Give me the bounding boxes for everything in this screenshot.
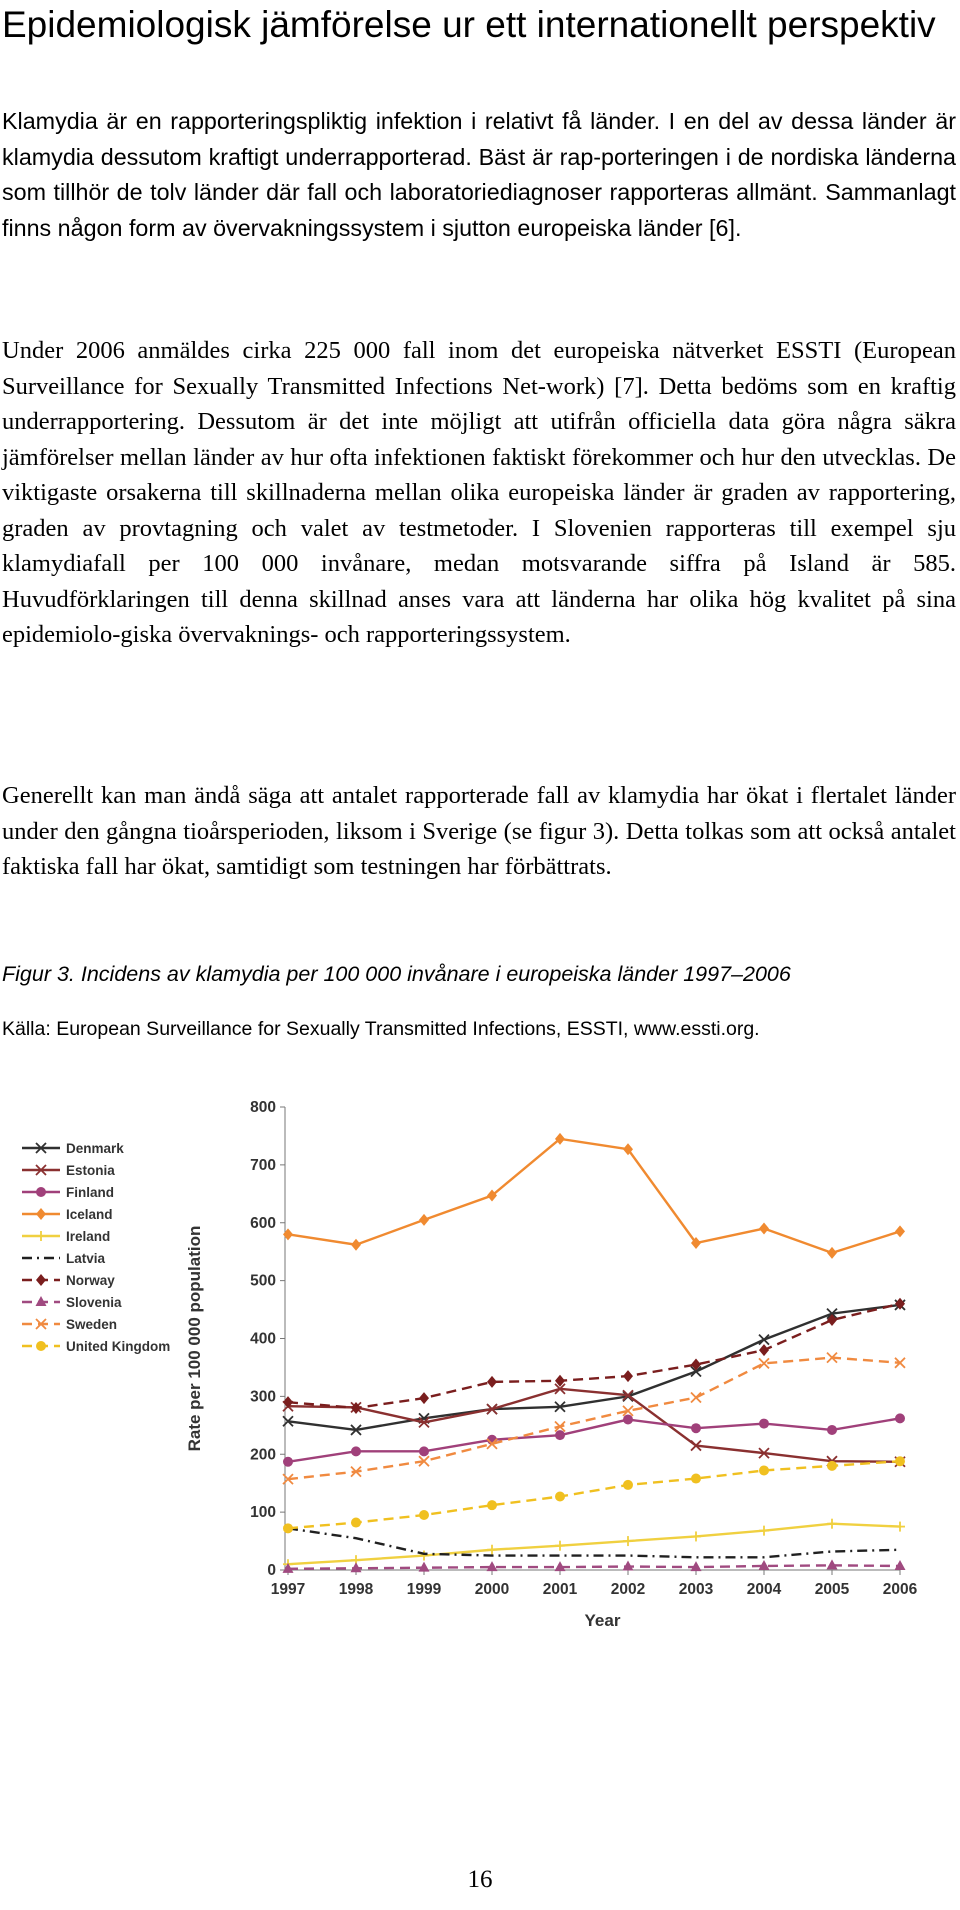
y-axis-title: Rate per 100 000 population (185, 1225, 204, 1452)
legend-marker-ireland (36, 1231, 46, 1241)
chlamydia-incidence-chart (0, 1085, 960, 1665)
data-point-iceland (759, 1223, 769, 1235)
legend-label-estonia: Estonia (66, 1163, 115, 1178)
legend-label-iceland: Iceland (66, 1207, 113, 1222)
chart-axes (185, 1099, 918, 1630)
data-point-finland (555, 1430, 565, 1440)
body-paragraph-3: Generellt kan man ändå säga att antalet rapporterade fall av klamydia har ökat i flertalet länder under den gångna tioårsperioden, liksom i Sverige (se figur 3). Detta tolkas som att också antalet faktiska fall har ökat, samtidigt som testningen har förbättrats. (2, 782, 956, 880)
data-point-united-kingdom (419, 1510, 429, 1520)
data-point-iceland (895, 1225, 905, 1237)
data-point-ireland (487, 1545, 497, 1555)
page-number: 16 (467, 1866, 493, 1893)
data-point-iceland (351, 1239, 361, 1251)
y-tick-label: 700 (250, 1156, 276, 1174)
legend-label-latvia: Latvia (66, 1251, 106, 1266)
series-norway (283, 1298, 905, 1414)
body-paragraph-2: Under 2006 anmäldes cirka 225 000 fall inom det europeiska nätverket ESSTI (European Surveillance for Sexually Transmitted Infections Net-work) [7]. Detta bedöms som en kraftig underrapportering. Dessutom är det inte möjligt att utifrån officiella data göra några säkra jämförelser mellan länder av hur ofta infektionen faktiskt förekommer och hur den utvecklas. De viktigaste orsakerna till skillnaderna mellan olika europeiska länder är graden av rapportering, graden av provtagning och valet av testmetoder. I Slovenien rapporteras till exempel sju klamydiafall per 100 000 invånare, medan motsvarande siffra på Island är 585. Huvudförklaringen till denna skillnad anses vara att länderna har olika hög kvalitet på sina epidemiolo-giska övervaknings- och rapporteringssystem. (2, 337, 956, 648)
legend-marker-norway (36, 1274, 46, 1286)
series-line-denmark (288, 1305, 900, 1430)
series-line-slovenia (288, 1565, 900, 1568)
x-tick-label: 1997 (270, 1581, 306, 1598)
legend-item-slovenia (22, 1295, 122, 1310)
series-slovenia (283, 1559, 906, 1572)
legend-item-united-kingdom (22, 1339, 170, 1354)
intro-paragraph: Klamydia är en rapporteringspliktig infektion i relativt få länder. I en del av dessa länder är klamydia dessutom kraftigt underrapporterad. Bäst är rap-porteringen i de nordiska länderna som tillhör de tolv länder där fall och laboratoriediagnoser rapporteras allmänt. Sammanlagt finns någon form av övervakningssystem i sjutton europeiska länder [6]. (2, 108, 956, 241)
data-point-united-kingdom (351, 1518, 361, 1528)
data-point-finland (623, 1415, 633, 1425)
legend-item-finland (22, 1185, 114, 1200)
data-point-norway (419, 1392, 429, 1404)
data-point-norway (759, 1344, 769, 1356)
data-point-iceland (419, 1214, 429, 1226)
y-tick-label: 500 (250, 1272, 276, 1290)
figure-source: Källa: European Surveillance for Sexually Transmitted Infections, ESSTI, www.essti.org. (2, 1018, 760, 1040)
data-point-finland (759, 1419, 769, 1429)
data-point-ireland (759, 1526, 769, 1536)
x-tick-label: 2001 (542, 1581, 578, 1598)
legend-item-norway (22, 1273, 115, 1288)
legend-label-finland: Finland (66, 1185, 114, 1200)
data-point-sweden (691, 1393, 701, 1403)
y-tick-label: 100 (250, 1504, 276, 1522)
legend-label-slovenia: Slovenia (66, 1295, 122, 1310)
data-point-united-kingdom (827, 1461, 837, 1471)
legend-marker-finland (36, 1187, 46, 1197)
data-point-united-kingdom (283, 1523, 293, 1533)
data-point-united-kingdom (759, 1465, 769, 1475)
legend-marker-iceland (36, 1208, 46, 1220)
legend-label-norway: Norway (66, 1273, 115, 1288)
x-tick-label: 1998 (338, 1581, 374, 1598)
x-tick-label: 2004 (746, 1581, 782, 1598)
page-heading: Epidemiologisk jämförelse ur ett internationellt perspektiv (2, 4, 936, 45)
series-line-iceland (288, 1139, 900, 1253)
y-tick-label: 300 (250, 1388, 276, 1406)
legend-item-latvia (22, 1251, 106, 1266)
x-tick-label: 2003 (678, 1581, 714, 1598)
series-line-united-kingdom (288, 1461, 900, 1528)
x-tick-label: 2002 (610, 1581, 646, 1598)
x-tick-label: 2000 (474, 1581, 510, 1598)
data-point-united-kingdom (895, 1456, 905, 1466)
series-iceland (283, 1133, 905, 1259)
y-tick-label: 0 (267, 1562, 276, 1579)
data-point-iceland (827, 1247, 837, 1259)
series-denmark (283, 1300, 905, 1435)
x-tick-label: 1999 (406, 1581, 442, 1598)
data-point-ireland (827, 1519, 837, 1529)
data-point-finland (419, 1446, 429, 1456)
series-sweden (283, 1353, 905, 1485)
data-point-finland (351, 1446, 361, 1456)
legend-label-sweden: Sweden (66, 1317, 118, 1332)
y-tick-label: 200 (250, 1446, 276, 1464)
data-point-norway (623, 1370, 633, 1382)
data-point-ireland (895, 1522, 905, 1532)
data-point-finland (895, 1413, 905, 1423)
chart-legend (22, 1141, 170, 1354)
legend-item-ireland (22, 1229, 110, 1244)
legend-label-denmark: Denmark (66, 1141, 124, 1156)
data-point-ireland (555, 1541, 565, 1551)
x-tick-label: 2005 (814, 1581, 850, 1598)
data-point-ireland (691, 1531, 701, 1541)
y-tick-label: 800 (250, 1099, 276, 1116)
legend-item-denmark (22, 1141, 124, 1156)
y-tick-label: 600 (250, 1214, 276, 1232)
data-point-united-kingdom (691, 1474, 701, 1484)
data-point-finland (283, 1457, 293, 1467)
data-point-united-kingdom (623, 1480, 633, 1490)
legend-item-iceland (22, 1207, 113, 1222)
legend-label-united-kingdom: United Kingdom (66, 1339, 171, 1354)
data-point-united-kingdom (555, 1491, 565, 1501)
data-point-finland (691, 1423, 701, 1433)
x-axis-title: Year (584, 1611, 621, 1630)
data-point-united-kingdom (487, 1500, 497, 1510)
legend-item-estonia (22, 1163, 115, 1178)
data-point-ireland (623, 1536, 633, 1546)
series-line-sweden (288, 1358, 900, 1480)
data-point-finland (827, 1425, 837, 1435)
chart-series (283, 1133, 906, 1573)
y-tick-label: 400 (250, 1330, 276, 1348)
x-tick-label: 2006 (882, 1581, 918, 1598)
legend-marker-united-kingdom (36, 1341, 46, 1351)
figure-caption: Figur 3. Incidens av klamydia per 100 000 invånare i europeiska länder 1997–2006 (2, 962, 791, 986)
legend-label-ireland: Ireland (66, 1229, 111, 1244)
data-point-denmark (759, 1335, 769, 1345)
data-point-norway (487, 1376, 497, 1388)
legend-item-sweden (22, 1317, 117, 1332)
